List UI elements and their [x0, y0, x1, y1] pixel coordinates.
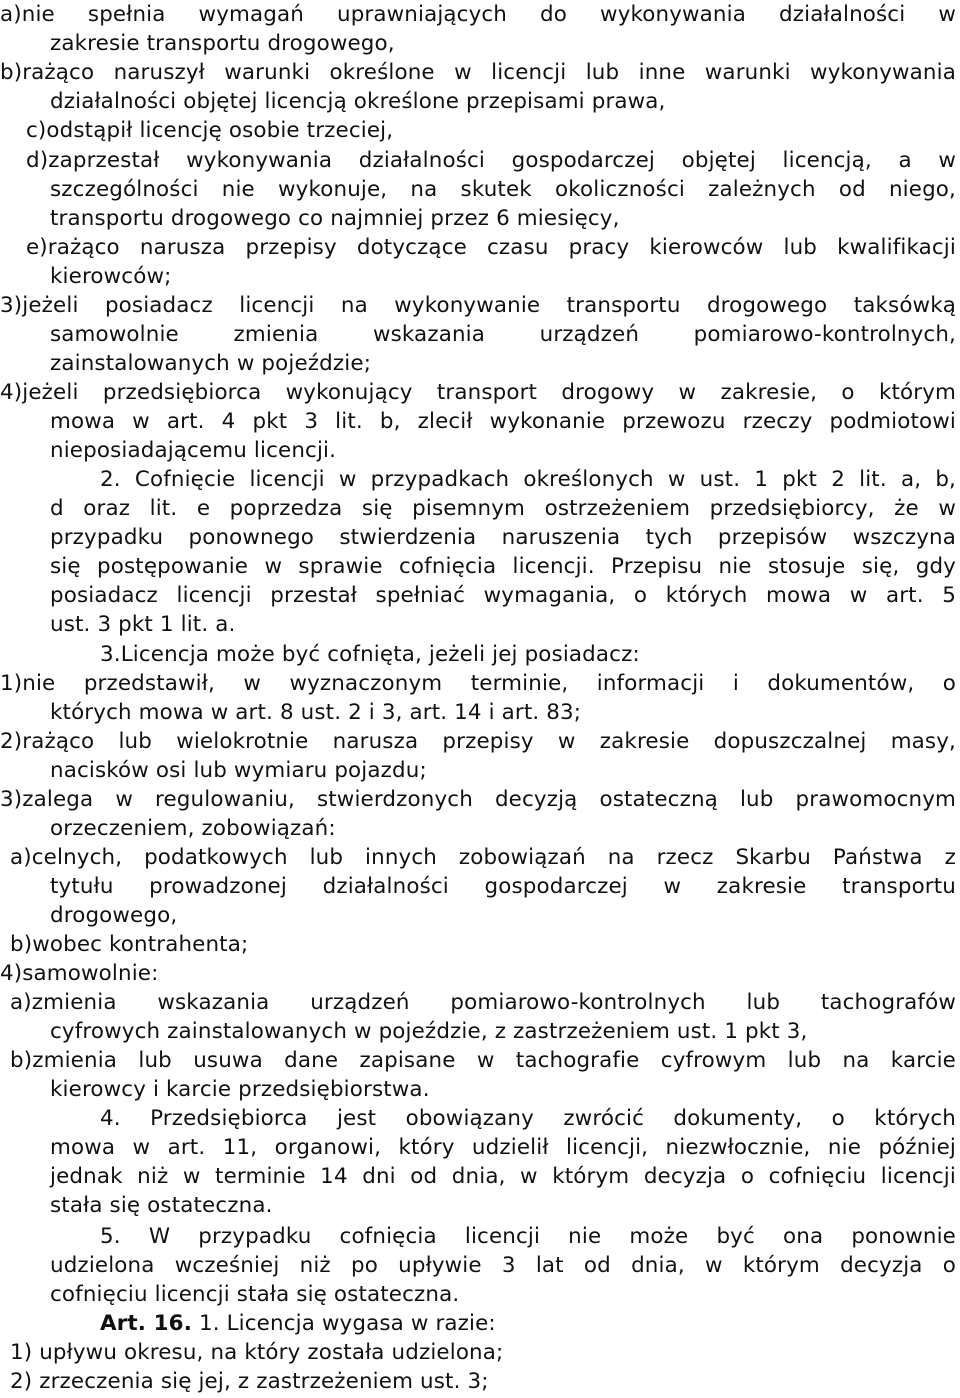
text-line: kierowcy i karcie przedsiębiorstwa.: [50, 1077, 430, 1102]
text-line: nacisków osi lub wymiaru pojazdu;: [50, 758, 427, 783]
text-line: mowa w art. 4 pkt 3 lit. b, zlecił wykonanie przewozu rzeczy podmiotowi: [50, 409, 956, 434]
text-line: 2. Cofnięcie licencji w przypadkach określonych w ust. 1 pkt 2 lit. a, b,: [100, 467, 956, 492]
text-line: b)wobec kontrahenta;: [10, 932, 249, 957]
text-line: samowolnie zmienia wskazania urządzeń pomiarowo-kontrolnych,: [50, 322, 956, 347]
text-line: 4. Przedsiębiorca jest obowiązany zwrócić dokumenty, o których: [100, 1106, 956, 1131]
text-line: udzielona wcześniej niż po upływie 3 lat od dnia, w którym decyzja o: [50, 1253, 956, 1278]
text-line: c)odstąpił licencję osobie trzeciej,: [26, 118, 394, 143]
text-line: drogowego,: [50, 903, 178, 928]
text-line: 5. W przypadku cofnięcia licencji nie może być ona ponownie: [100, 1224, 956, 1249]
text-line: orzeczeniem, zobowiązań:: [50, 816, 336, 841]
text-line: b)zmienia lub usuwa dane zapisane w tachografie cyfrowym lub na karcie: [10, 1048, 956, 1073]
text-line: d)zaprzestał wykonywania działalności gospodarczej objętej licencją, a w: [26, 148, 956, 173]
text-line: a)zmienia wskazania urządzeń pomiarowo-kontrolnych lub tachografów: [10, 990, 956, 1015]
text-line: nieposiadającemu licencji.: [50, 438, 337, 463]
text-line: a)nie spełnia wymagań uprawniających do wykonywania działalności w: [0, 2, 956, 27]
text-line: 3)jeżeli posiadacz licencji na wykonywanie transportu drogowego taksówką: [0, 293, 956, 318]
text-line: 4)samowolnie:: [0, 961, 159, 986]
text-line: tytułu prowadzonej działalności gospodarczej w zakresie transportu: [50, 874, 956, 899]
text-line: 2) zrzeczenia się jej, z zastrzeżeniem ust. 3;: [10, 1369, 489, 1394]
text-line: 2)rażąco lub wielokrotnie narusza przepisy w zakresie dopuszczalnej masy,: [0, 729, 956, 754]
text-line: przypadku ponownego stwierdzenia naruszenia tych przepisów wszczyna: [50, 525, 956, 550]
article-heading: Art. 16.: [100, 1311, 192, 1336]
article-text: 1. Licencja wygasa w razie:: [192, 1311, 496, 1336]
text-line: zakresie transportu drogowego,: [50, 31, 395, 56]
text-line: cyfrowych zainstalowanych w pojeździe, z zastrzeżeniem ust. 1 pkt 3,: [50, 1019, 808, 1044]
text-line: się postępowanie w sprawie cofnięcia licencji. Przepisu nie stosuje się, gdy: [50, 554, 956, 579]
text-line: 4)jeżeli przedsiębiorca wykonujący transport drogowy w zakresie, o którym: [0, 380, 956, 405]
text-line: działalności objętej licencją określone przepisami prawa,: [50, 89, 666, 114]
text-line: cofnięciu licencji stała się ostateczna.: [50, 1282, 460, 1307]
text-line: 1)nie przedstawił, w wyznaczonym terminie, informacji i dokumentów, o: [0, 671, 956, 696]
text-line: ust. 3 pkt 1 lit. a.: [50, 612, 236, 637]
article-16-line: [100, 1309, 496, 1338]
text-line: e)rażąco narusza przepisy dotyczące czasu pracy kierowców lub kwalifikacji: [26, 235, 956, 260]
text-line: kierowców;: [50, 264, 172, 289]
text-line: szczególności nie wykonuje, na skutek okoliczności zależnych od niego,: [50, 177, 956, 202]
text-line: stała się ostateczna.: [50, 1193, 273, 1218]
text-line: 1) upływu okresu, na który została udzielona;: [10, 1340, 504, 1365]
text-line: d oraz lit. e poprzedza się pisemnym ostrzeżeniem przedsiębiorcy, że w: [50, 496, 956, 521]
text-line: jednak niż w terminie 14 dni od dnia, w którym decyzja o cofnięciu licencji: [50, 1164, 956, 1189]
text-line: posiadacz licencji przestał spełniać wymagania, o których mowa w art. 5: [50, 583, 956, 608]
text-line: b)rażąco naruszył warunki określone w licencji lub inne warunki wykonywania: [0, 60, 956, 85]
text-line: 3)zalega w regulowaniu, stwierdzonych decyzją ostateczną lub prawomocnym: [0, 787, 956, 812]
text-line: transportu drogowego co najmniej przez 6 miesięcy,: [50, 206, 620, 231]
text-line: których mowa w art. 8 ust. 2 i 3, art. 14 i art. 83;: [50, 700, 582, 725]
text-line: 3.Licencja może być cofnięta, jeżeli jej posiadacz:: [100, 642, 640, 667]
text-line: zainstalowanych w pojeździe;: [50, 351, 372, 376]
text-line: mowa w art. 11, organowi, który udzielił licencji, niezwłocznie, nie później: [50, 1135, 956, 1160]
text-line: a)celnych, podatkowych lub innych zobowiązań na rzecz Skarbu Państwa z: [10, 845, 956, 870]
